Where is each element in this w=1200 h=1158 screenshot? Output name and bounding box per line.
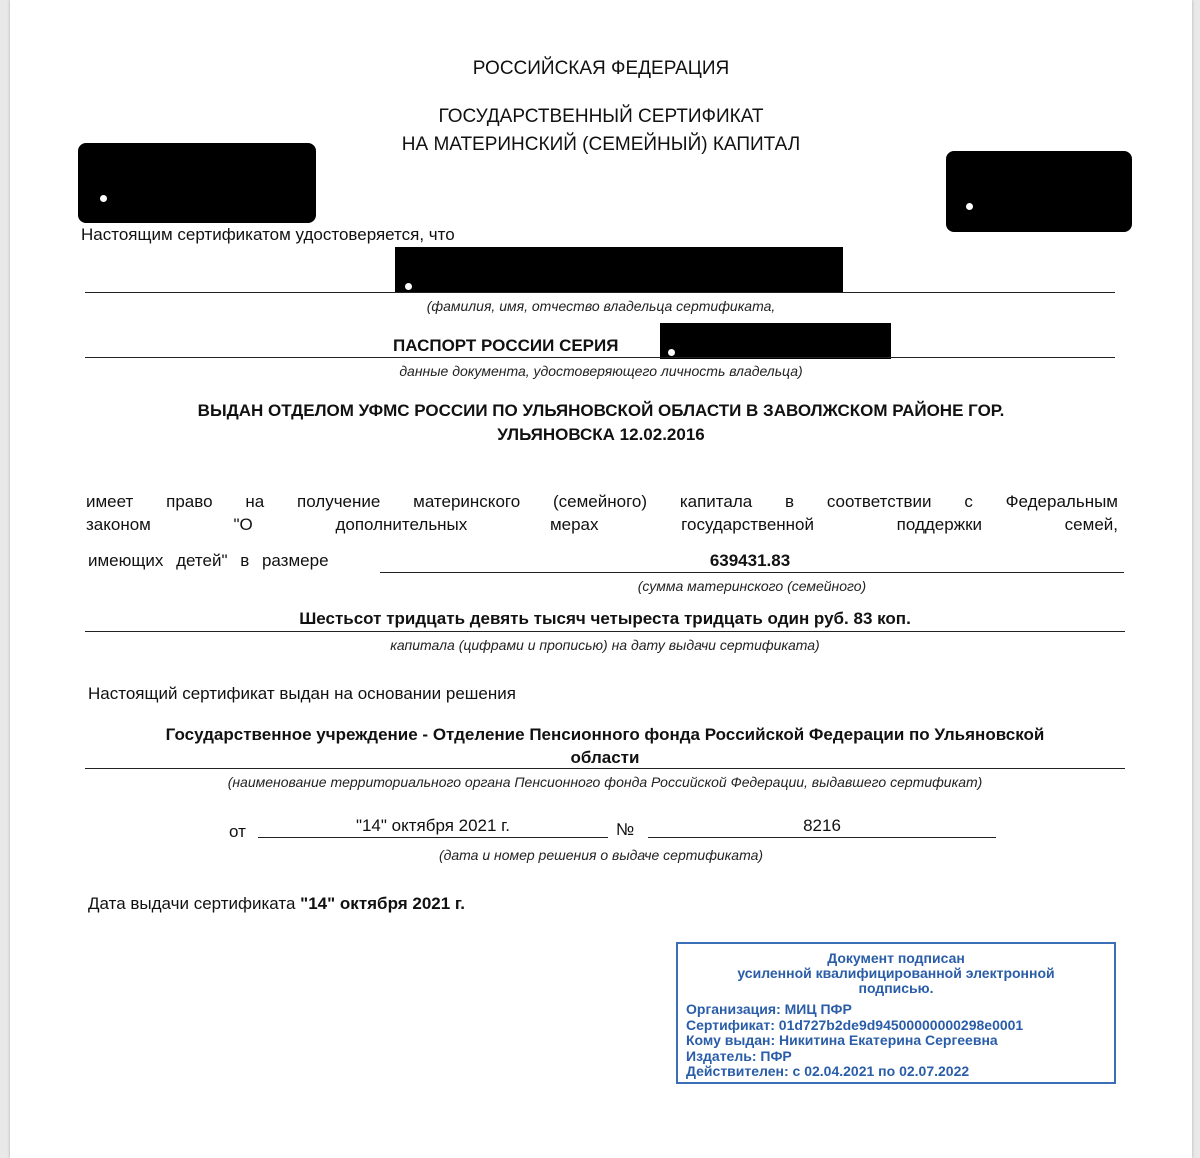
redacted-passport-number [660,323,891,359]
decision-date-underline [258,837,608,838]
intro-text: Настоящим сертификатом удостоверяется, что [81,225,455,244]
issued-by-line1: ВЫДАН ОТДЕЛОМ УФМС РОССИИ ПО УЛЬЯНОВСКОЙ ОБЛАСТИ В ЗАВОЛЖСКОМ РАЙОНЕ ГОР. [197,401,1005,420]
right-text-line3: имеющих детей" в размере [88,551,329,570]
capital-amount: 639431.83 [709,551,791,570]
basis-text: Настоящий сертификат выдан на основании решения [88,684,516,703]
decision-date: "14" октября 2021 г. [355,816,511,835]
decision-number: 8216 [803,816,841,835]
amount-words-underline [85,631,1125,632]
certificate-page [10,0,1192,1158]
amount-underline [380,572,1124,573]
decision-caption: (дата и номер решения о выдаче сертификата) [438,847,764,863]
owner-underline [85,292,1115,293]
issue-date-value: "14" октября 2021 г. [300,894,466,913]
redacted-block-left [78,143,316,223]
pfr-org-line1: Государственное учреждение - Отделение Пенсионного фонда Российской Федерации по Ульяновской [165,725,1045,744]
issue-date-label: Дата выдачи сертификата [88,894,296,913]
decision-number-underline [648,837,996,838]
decision-from-label: от [229,822,246,841]
right-text-line1: имеет право на получение материнского (семейного) капитала в соответствии с Федеральным [86,492,1118,511]
signature-organization: Организация: МИЦ ПФР [686,1001,852,1017]
passport-underline [85,357,1115,358]
signature-publisher: Издатель: ПФР [686,1047,792,1064]
owner-caption: (фамилия, имя, отчество владельца сертификата, [426,298,776,314]
passport-caption: данные документа, удостоверяющего личность владельца) [399,363,803,379]
issued-by-line2: УЛЬЯНОВСКА 12.02.2016 [497,425,705,444]
signature-issued-to: Кому выдан: Никитина Екатерина Сергеевна [686,1032,998,1048]
signature-heading-line2: усиленной квалифицированной электронной [737,965,1055,981]
amount-words-caption: капитала (цифрами и прописью) на дату выдачи сертификата) [390,637,820,653]
signature-certificate: Сертификат: 01d727b2de9d94500000000298e0001 [686,1016,1024,1033]
redacted-owner-name [395,247,843,293]
passport-label: ПАСПОРТ РОССИИ СЕРИЯ [393,336,619,355]
certificate-title-line1: ГОСУДАРСТВЕННЫЙ СЕРТИФИКАТ [438,106,764,127]
signature-heading-line3: подписью. [858,980,934,996]
signature-validity: Действителен: с 02.04.2021 по 02.07.2022 [686,1063,970,1079]
right-text-line2: законом "О дополнительных мерах государственной поддержки семей, [86,515,1118,534]
org-caption: (наименование территориального органа Пенсионного фонда Российской Федерации, выдавшего сертификат) [227,774,983,790]
issue-date-line [88,894,465,914]
signature-heading-line1: Документ подписан [827,950,965,966]
certificate-title-line2: НА МАТЕРИНСКИЙ (СЕМЕЙНЫЙ) КАПИТАЛ [401,134,801,155]
org-underline [85,768,1125,769]
capital-amount-words: Шестьсот тридцать девять тысяч четыреста тридцать один руб. 83 коп. [299,609,911,628]
pfr-org-line2: области [570,748,640,767]
country-heading: РОССИЙСКАЯ ФЕДЕРАЦИЯ [472,58,730,79]
digital-signature-stamp [676,942,1116,1084]
amount-caption: (сумма материнского (семейного) [637,578,867,594]
decision-number-label: № [616,820,635,839]
redacted-block-right [946,151,1132,232]
